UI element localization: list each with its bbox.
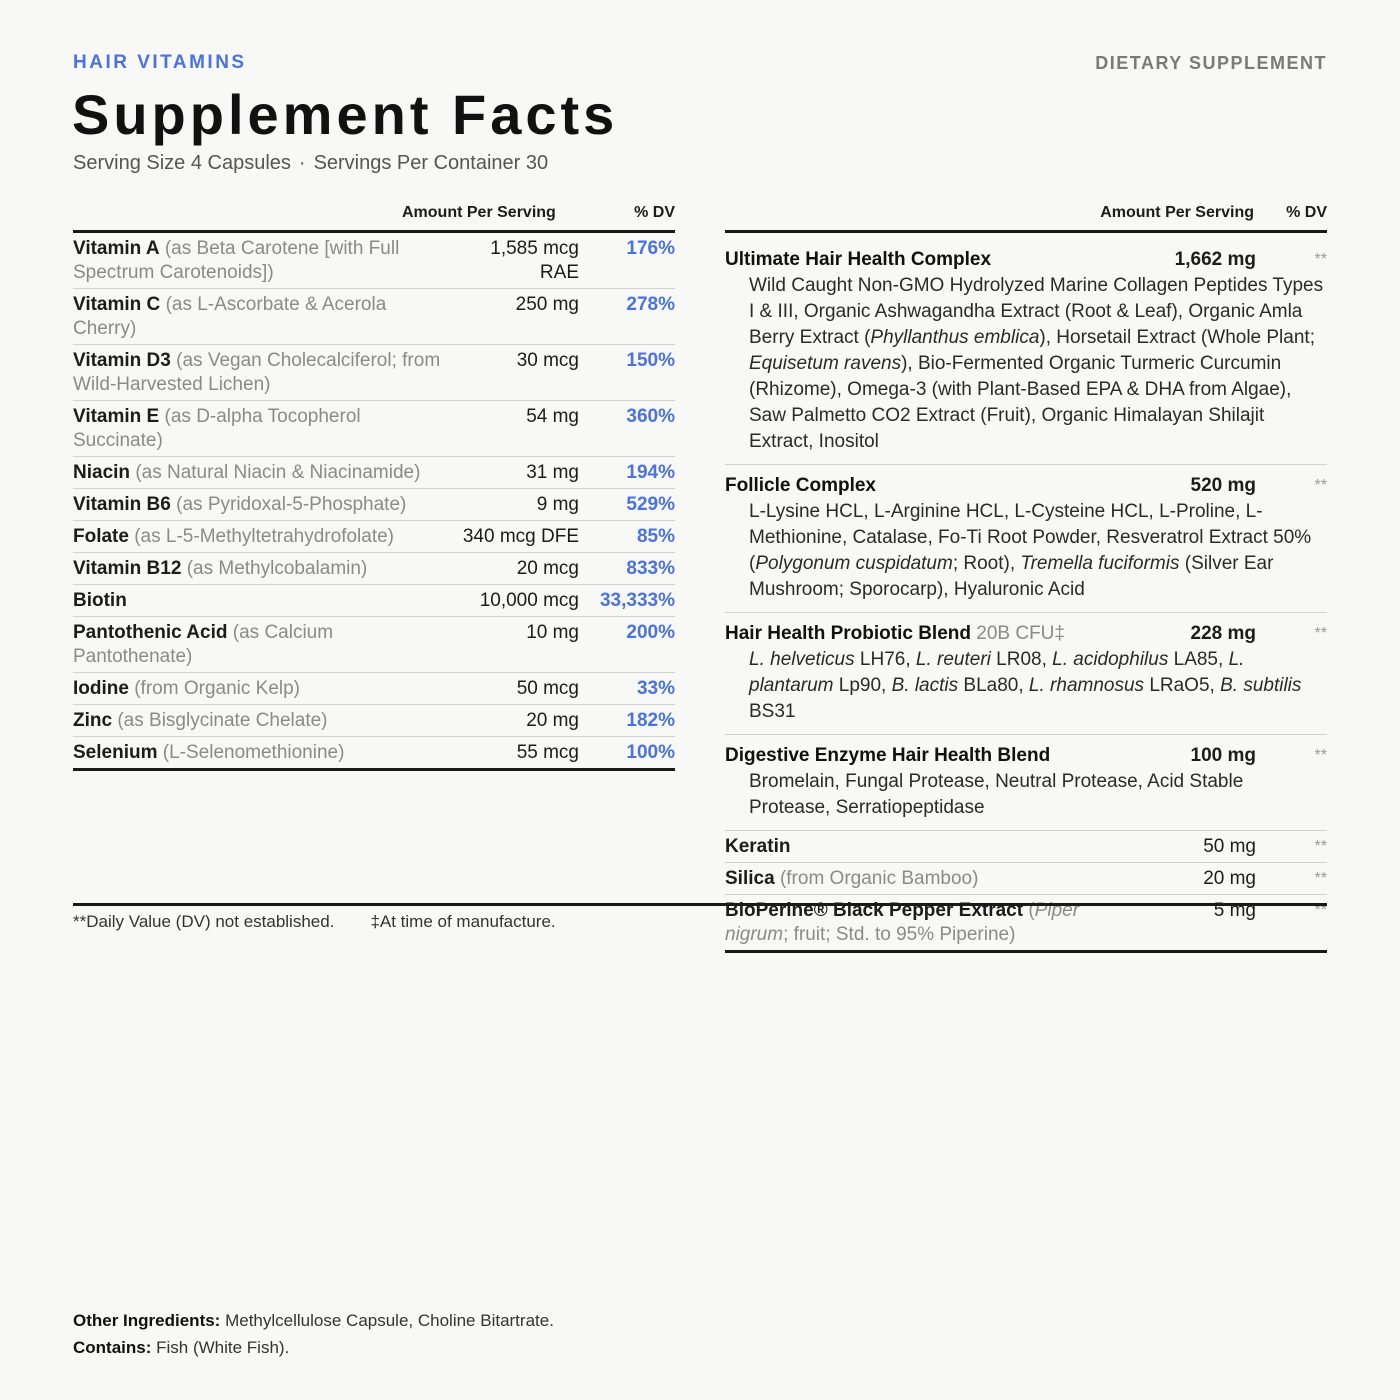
ingredient-dv: **	[1314, 838, 1327, 855]
nutrient-amount: 50 mcg	[516, 678, 579, 699]
nutrient-amount: 340 mcg DFE	[462, 526, 579, 547]
nutrient-source: (as L-Ascorbate & Acerola Cherry)	[73, 294, 387, 339]
nutrient-name: Biotin	[73, 590, 127, 611]
blend-dv: **	[1314, 251, 1327, 268]
manufacture-footnote: ‡At time of manufacture.	[370, 912, 556, 931]
blend-dv: **	[1314, 747, 1327, 764]
ingredient-amount: 50 mg	[1203, 836, 1256, 857]
nutrient-dv: 150%	[626, 350, 675, 371]
blend-amount: 228 mg	[1190, 623, 1256, 644]
amount-header: Amount Per Serving	[1100, 204, 1254, 221]
dv-header: % DV	[634, 204, 675, 221]
ingredient-amount: 20 mg	[1203, 868, 1256, 889]
nutrient-name: Zinc	[73, 710, 113, 731]
separator-dot: ·	[298, 152, 306, 174]
nutrient-dv: 200%	[626, 622, 675, 643]
nutrient-amount: 10,000 mcg	[479, 590, 579, 611]
blend-amount: 520 mg	[1190, 475, 1256, 496]
blend-cfu-note: 20B CFU‡	[976, 623, 1065, 644]
nutrient-amount: 30 mcg	[516, 350, 579, 371]
blend-ingredients: Bromelain, Fungal Protease, Neutral Protease, Acid Stable Protease, Serratiopeptidase	[749, 771, 1244, 818]
nutrient-row	[73, 705, 675, 737]
ingredient-amount: 5 mg	[1213, 900, 1256, 921]
nutrient-amount: 20 mg	[526, 710, 579, 731]
nutrient-source: (as Calcium Pantothenate)	[73, 622, 334, 667]
category-label: HAIR VITAMINS	[73, 52, 247, 73]
serving-size: Serving Size 4 Capsules	[73, 152, 291, 174]
nutrient-row	[73, 401, 675, 457]
nutrient-source: (as Beta Carotene [with Full Spectrum Carotenoids])	[73, 238, 400, 283]
nutrient-name: Selenium	[73, 742, 158, 763]
blend-amount: 100 mg	[1190, 745, 1256, 766]
nutrient-name: Vitamin C	[73, 294, 161, 315]
contains-value: Fish (White Fish).	[156, 1338, 290, 1357]
ingredient-row-silica	[725, 863, 1327, 895]
nutrient-source: (L-Selenomethionine)	[162, 742, 345, 763]
nutrient-name: Vitamin B12	[73, 558, 182, 579]
other-ingredients-line	[73, 1307, 554, 1334]
nutrient-row	[73, 289, 675, 345]
contains-line	[73, 1334, 554, 1361]
nutrient-amount: 10 mg	[526, 622, 579, 643]
blend-row-follicle	[725, 465, 1327, 613]
blend-name: Digestive Enzyme Hair Health Blend	[725, 745, 1051, 766]
nutrient-source: (as Bisglycinate Chelate)	[117, 710, 328, 731]
nutrient-dv: 33%	[636, 678, 675, 699]
ingredient-name: BioPerine® Black Pepper Extract	[725, 900, 1024, 921]
nutrient-amount: 55 mcg	[516, 742, 579, 763]
blend-name: Ultimate Hair Health Complex	[725, 249, 992, 270]
nutrient-amount: 31 mg	[526, 462, 579, 483]
vitamins-table-header	[73, 204, 675, 233]
nutrient-row	[73, 345, 675, 401]
ingredient-name: Silica	[725, 868, 775, 889]
dv-footnote: **Daily Value (DV) not established.	[73, 912, 335, 931]
product-type-label: DIETARY SUPPLEMENT	[1095, 53, 1327, 73]
nutrient-dv: 360%	[626, 406, 675, 427]
nutrient-dv: 176%	[626, 238, 675, 259]
nutrient-name: Vitamin B6	[73, 494, 171, 515]
ingredient-source: (from Organic Bamboo)	[779, 868, 979, 889]
nutrient-row	[73, 673, 675, 705]
nutrient-name: Niacin	[73, 462, 131, 483]
blend-amount: 1,662 mg	[1174, 249, 1256, 270]
nutrient-row	[73, 457, 675, 489]
nutrient-dv: 33,333%	[599, 590, 675, 611]
nutrient-amount: 1,585 mcg RAE	[490, 238, 579, 283]
ingredient-name: Keratin	[725, 836, 791, 857]
nutrient-source: (as Natural Niacin & Niacinamide)	[135, 462, 421, 483]
nutrient-dv: 100%	[626, 742, 675, 763]
servings-per-container: Servings Per Container 30	[313, 152, 549, 174]
ingredient-dv: **	[1314, 870, 1327, 887]
blend-dv: **	[1314, 477, 1327, 494]
nutrient-name: Vitamin E	[73, 406, 160, 427]
nutrient-name: Iodine	[73, 678, 129, 699]
nutrient-row	[73, 489, 675, 521]
ingredient-source: (Piper nigrum; fruit; Std. to 95% Piperine)	[725, 900, 1080, 945]
nutrient-dv: 182%	[626, 710, 675, 731]
nutrient-source: (as Methylcobalamin)	[186, 558, 368, 579]
other-ingredients	[73, 1307, 554, 1361]
blend-row-enzyme	[725, 735, 1327, 831]
blends-table-header	[725, 204, 1327, 233]
nutrient-row	[73, 737, 675, 771]
ingredient-dv: **	[1314, 902, 1327, 919]
nutrient-source: (from Organic Kelp)	[134, 678, 301, 699]
blend-ingredients: Wild Caught Non-GMO Hydrolyzed Marine Collagen Peptides Types I & III, Organic Ashwagandha Extract (Root & Leaf), Organic Amla Berry Extract (Phyllanthus emblica), Horsetail Extract (Whole Plant; Equisetum ravens), Bio-Fermented Organic Turmeric Curcumin (Rhizome), Omega-3 (with Plant-Based EPA & DHA from Algae), Saw Palmetto CO2 Extract (Fruit), Organic Himalayan Shilajit Extract, Inositol	[749, 275, 1324, 452]
nutrient-dv: 278%	[626, 294, 675, 315]
nutrient-name: Vitamin A	[73, 238, 160, 259]
blend-name: Hair Health Probiotic Blend	[725, 623, 971, 644]
nutrient-row	[73, 553, 675, 585]
blend-dv: **	[1314, 625, 1327, 642]
contains-label: Contains:	[73, 1338, 152, 1357]
nutrient-dv: 833%	[626, 558, 675, 579]
blend-ingredients: L. helveticus LH76, L. reuteri LR08, L. acidophilus LA85, L. plantarum Lp90, B. lactis BLa80, L. rhamnosus LRaO5, B. subtilis BS31	[749, 649, 1302, 722]
nutrient-name: Folate	[73, 526, 129, 547]
dv-header: % DV	[1286, 204, 1327, 221]
other-ingredients-value: Methylcellulose Capsule, Choline Bitartrate.	[225, 1311, 554, 1330]
blends-table	[725, 204, 1327, 953]
nutrient-source: (as Pyridoxal-5-Phosphate)	[176, 494, 407, 515]
blend-name: Follicle Complex	[725, 475, 876, 496]
serving-info	[73, 152, 548, 175]
nutrient-name: Vitamin D3	[73, 350, 171, 371]
nutrient-row	[73, 233, 675, 289]
blend-ingredients: L-Lysine HCL, L-Arginine HCL, L-Cysteine HCL, L-Proline, L-Methionine, Catalase, Fo-Ti Root Powder, Resveratrol Extract 50% (Polygonum cuspidatum; Root), Tremella fuciformis (Silver Ear Mushroom; Sporocarp), Hyaluronic Acid	[749, 501, 1312, 600]
footnotes	[73, 912, 556, 932]
vitamins-table	[73, 204, 675, 771]
nutrient-source: (as D-alpha Tocopherol Succinate)	[73, 406, 361, 451]
nutrient-dv: 529%	[626, 494, 675, 515]
nutrient-amount: 54 mg	[526, 406, 579, 427]
footnote-divider	[73, 903, 1327, 906]
blend-row-probiotic	[725, 613, 1327, 735]
nutrient-amount: 9 mg	[536, 494, 579, 515]
nutrient-name: Pantothenic Acid	[73, 622, 228, 643]
nutrient-row	[73, 585, 675, 617]
other-ingredients-label: Other Ingredients:	[73, 1311, 221, 1330]
ingredient-row-keratin	[725, 831, 1327, 863]
nutrient-dv: 194%	[626, 462, 675, 483]
nutrient-source: (as Vegan Cholecalciferol; from Wild-Harvested Lichen)	[73, 350, 441, 395]
nutrient-row	[73, 521, 675, 553]
nutrient-source: (as L-5-Methyltetrahydrofolate)	[134, 526, 395, 547]
amount-header: Amount Per Serving	[402, 204, 556, 221]
nutrient-row	[73, 617, 675, 673]
nutrient-dv: 85%	[636, 526, 675, 547]
blend-row-ultimate	[725, 239, 1327, 465]
nutrient-amount: 250 mg	[515, 294, 579, 315]
nutrient-amount: 20 mcg	[516, 558, 579, 579]
page-title: Supplement Facts	[72, 83, 619, 146]
